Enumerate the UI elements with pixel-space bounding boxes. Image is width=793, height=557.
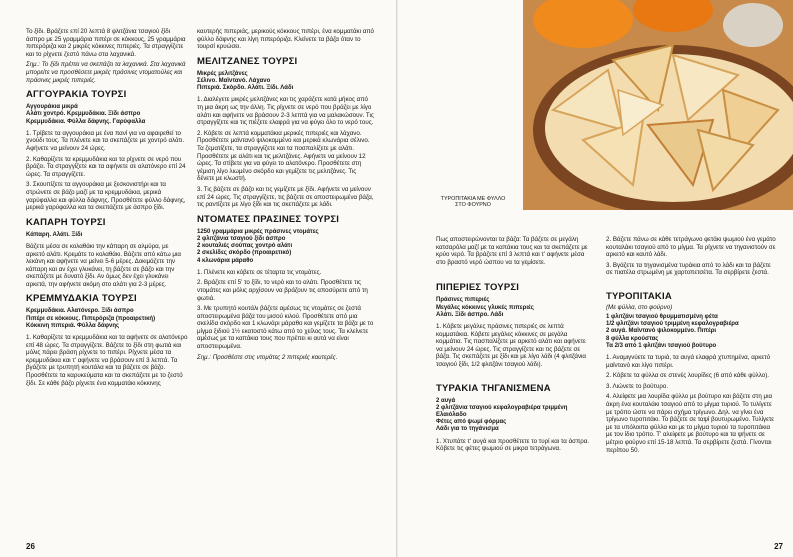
paragraph: 3. Λιώνετε το βούτυρο. (606, 382, 669, 390)
paragraph: καυτερής πιπεριάς, μερικούς κόκκους πιπέρι, ένα κομματάκι από φύλλο δάφνης και λίγη πιπερόριζα. Κλείνετε τα βάζα όταν το τουρσί κρυώσει. (197, 28, 374, 51)
paragraph: Το ξίδι. Βράζετε επί 20 λεπτά 8 φλιτζάνια τσαγιού ξίδι άσπρο με 25 γραμμάρια πιπέρι σε κόκκους, 25 γραμμάρια πιπερόριζα και 2 μικρές κόκκινες πιπεριές. Τα στραγγίζετε και το ρίχνετε ζεστό πάνω στα λαχανικά. (26, 28, 186, 58)
recipe-subtitle: (Με φύλλα, στο φούρνο) (606, 303, 673, 311)
ingredients: Πράσινες πιπεριές Μεγάλες κόκκινες γλυκές πιπεριές Αλάτι. Ξίδι άσπρο. Λάδι (436, 297, 534, 318)
page-number: 27 (774, 542, 783, 551)
paragraph: 2. Καθαρίζετε τα κρεμμυδάκια και τα ρίχνετε σε νερό που βράζει. Τα στραγγίζετε και τα αφήνετε σε αλατόνερο επί 24 ώρες. Τα στραγγίζετε. (26, 155, 186, 178)
paragraph: 1. Τρίβετε τα αγγουράκια με ένα πανί για να αφαιρεθεί το χνούδι τους. Τα πλένετε και τα σκεπάζετε με χοντρό αλάτι. Αφήνετε να μείνουν 24 ώρες. (26, 129, 185, 152)
paragraph: 2. Βάζετε πάνω σε κάθε τετράγωνο φετάκι ψωμιού ένα γεμάτο κουταλάκι τσαγιού από το μίγμα. Τα ρίχνετε να τηγανιστούν σε αρκετό και καυτό λάδι. (606, 236, 776, 259)
paragraph: 3. Σκουπίζετε τα αγγουράκια με ξεσκονιστήρι και τα στρώνετε σε βάζο μαζί με τα κρεμμυδάκια, μερικά γαρύφαλλα και φύλλα δάφνης. Προσθέτετε φύλλο δάφνης, μερικά γαρύφαλλα και τα σκεπάζετε με άσπρο ξίδι. (26, 181, 186, 212)
note: Σημ.: Προσθέστε στις ντομάτες 2 πιπεριές καυτερές. (197, 353, 338, 361)
recipe-title: ΜΕΛΙΤΖΑΝΕΣ ΤΟΥΡΣΙ (197, 55, 298, 67)
paragraph: 2. Κόβετε τα φύλλα σε στενές λουρίδες (6 από κάθε φύλλο). (606, 372, 769, 380)
paragraph: 4. Αλείφετε μια λουρίδα φύλλο με βούτυρο και βάζετε στη μια άκρη ένα κουταλάκι τσαγιού από το μίγμα τυριού. Το τυλίγετε με τρόπο ώστε να πάρει σχήμα τρίγωνο. Δηλ. να γίνει ένα τρίγωνο τυροπιτάκι. Το βάζετε σε ταψί βουτυρωμένο. Τυλίγετε με τα υπόλοιπα φύλλα και με το μίγμα τυριού τα τυροπιτάκια με τον ίδιο τρόπο. Τ' αλείφετε με βούτυρο και τα ψήνετε σε μέτριο φούρνο επί 15-18 λεπτά. Τα σερβίρετε ζεστά. Γίνονται περίπου 50. (606, 393, 775, 454)
left-column-2 (197, 28, 375, 364)
page-number: 26 (26, 542, 35, 551)
paragraph: 3. Με τρυπητό κουτάλι βάζετε αμέσως τις ντομάτες σε ζεστά αποστειρωμένα βάζα του μισού κιλού. Προσθέτετε από μια σκελίδα σκόρδο και 1 κλωνάρι μάραθο και γεμίζετε τα βάζα με το μίγμα ξιδιού 1½ εκατοστό κάτω από το χείλος τους. Τα κλείνετε αμέσως με τα καπάκια τους που πρέπει κι αυτά να είναι αποστειρωμένα. (197, 305, 374, 351)
paragraph: 2. Κόβετε σε λεπτά κομματάκια μερικές πιπεριές και λάχανο. Προσθέτετε μαϊντανό ψιλοκομμένο και μερικά κλωνάρια σέλινο. Τα ζεματίζετε, τα στραγγίζετε και τα ποσπαλίζετε με αλάτι. Προσθέτετε με αλάτι και τις μελιτζάνες. Αφήνετε να μείνουν 12 ώρες. Τα στίβετε για να φύγει το αλατόνερο. Προσθέτετε στη γέμιση λίγο λιωμένο σκόρδο και γεμίζετε τις μελιτζάνες. Τις δένετε με κλωστή. (197, 129, 370, 183)
photo-caption: ΤΥΡΟΠΙΤΑΚΙΑ ΜΕ ΦΥΛΛΟ ΣΤΟ ΦΟΥΡΝΟ (440, 196, 506, 209)
paragraph: Βάζετε μέσα σε κολαθάκι την κάπαρη σε αλμύρα, με αρκετό αλάτι. Κρεμάτε το κολαθάκι. Βάζετε από κάτω μια λεκάνη και αφήνετε να μείνει 5-6 μέρες. Δοκιμάζετε την κάπαρη και αν έχει γλυκάνει, τη βάζετε σε βάζο και την σκεπάζετε με δυνατό ξίδι. Αν όμως δεν έχει γλυκάνει αρκετά, την αφήνετε ακόμη στο αλάτι για 2-3 μέρες. (26, 242, 181, 288)
paragraph: 1. Πλένετε και κόβετε σε τέταρτα τις ντομάτες. (197, 268, 322, 276)
ingredients: Κάπαρη. Αλάτι. Ξίδι (26, 231, 83, 238)
ingredients: Κρεμμυδάκια. Αλατόνερο. Ξίδι άσπρο Πιπέρι σε κόκκους. Πιπερόριζα (προαιρετική) Κόκκινη πιπεριά. Φύλλα δάφνης (26, 308, 156, 329)
paragraph: 2. Βράζετε επί 5' το ξίδι, το νερό και το αλάτι. Προσθέτετε τις ντομάτες και μόλις αρχίσουν να βράζουν τις αποσύρετε από τη φωτιά. (197, 279, 368, 302)
paragraph: 1. Καθαρίζετε τα κρεμμυδάκια και τα αφήνετε σε αλατόνερο επί 48 ώρες. Τα στραγγίζετε. Βάζετε το ξίδι στη φωτιά και μόλις πάρει βράση ρίχνετε το πιπέρι. Ρίχνετε μέσα τα κρεμμυδάκια και τ' αφήνετε να βράσουν επί 3 λεπτά. Τα βγάζετε με τρυπητή κουτάλα και τα βάζετε σε βάζο. Προσθέτετε τα καρυκεύματα και τα σκεπάζετε με το ζεστό ξίδι. Σε κάθε βάζο ρίχνετε ένα κομματάκι κόκκινης (26, 334, 188, 387)
recipe-title: ΑΓΓΟΥΡΑΚΙΑ ΤΟΥΡΣΙ (26, 89, 127, 101)
cheese-pies-illustration (523, 0, 793, 210)
paragraph: 1. Αναμιγνύετε τα τυριά, τα αυγά ελαφρά χτυπημένα, αρκετό μαϊντανό και λίγο πιπέρι. (606, 353, 771, 369)
paragraph: 3. Βγάζετε τα τηγανισμένα τυράκια από το λάδι και τα βάζετε σε πιατέλα στρωμένη με χαρτοπετσέτα. Τα σερβίρετε ζεστά. (606, 261, 771, 277)
right-column-2 (606, 236, 778, 457)
recipe-title: ΠΙΠΕΡΙΕΣ ΤΟΥΡΣΙ (436, 282, 520, 294)
ingredients: Μικρές μελιτζάνες Σέλινο. Μαϊντανό. Λάχανο Πιπεριά. Σκόρδο. Αλάτι. Ξίδι. Λάδι (197, 70, 294, 92)
paragraph: 1. Κόβετε μεγάλες πράσινες πιπεριές σε λεπτά κομματάκια. Κόβετε μεγάλες κόκκινες σε μεγάλα κομμάτια. Τις πασπαλίζετε με αρκετό αλάτι και αφήνετε να μείνουν 24 ώρες. Τις στραγγίζετε και τις βάζετε σε βάζα. Τις σκεπάζετε με ξίδι και με λίγο λάδι (4 φλιτζάνια τσαγιού ξίδι, 1/2 φλιτζάνι τσαγιού λάδι). (436, 322, 586, 368)
food-photo (523, 0, 793, 210)
right-column-1 (436, 236, 594, 456)
recipe-title: ΝΤΟΜΑΤΕΣ ΠΡΑΣΙΝΕΣ ΤΟΥΡΣΙ (197, 213, 340, 225)
ingredients: Αγγουράκια μικρά Αλάτι χοντρό. Κρεμμυδάκια. Ξίδι άσπρο Κρεμμυδάκια. Φύλλα δάφνης. Γαρύφαλλα (26, 104, 146, 125)
ingredients: 2 αυγά 2 φλιτζάνια τσαγιού κεφαλογραβιέρα τριμμένη Ελαιόλαδο Φέτες από ψωμί φόρμας Λάδι για το τηγάνισμα (436, 397, 568, 433)
ingredients: 1 φλιτζάνι τσαγιού θρυμματισμένη φέτα 1/2 φλιτζάνι τσαγιού τριμμένη κεφαλογραβιέρα 2 αυγά. Μαϊντανό ψιλοκομμένο. Πιπέρι 8 φύλλα κρούστας Τα 2/3 από 1 φλιτζάνι τσαγιού βούτυρο (606, 313, 739, 349)
recipe-title: ΤΥΡΑΚΙΑ ΤΗΓΑΝΙΣΜΕΝΑ (436, 382, 551, 394)
recipe-title: ΤΥΡΟΠΙΤΑΚΙΑ (606, 290, 672, 302)
paragraph: 1. Χτυπάτε τ' αυγά και προσθέτετε το τυρί και τα άσπρα. Κόβετε τις φέτες ψωμιού σε μικρα τετράγωνα. (436, 437, 590, 453)
right-page (398, 0, 793, 557)
paragraph: Πως αποστειρώνονται τα βάζα: Τα βάζετε σε μεγάλη κατσαρόλα μαζί με τα καπάκια τους και τα σκεπάζετε με κρύο νερό. Τα βράζετε επί 3 λεπτά και τ' αφήνετε μέσα στο βραστό νερό ώσπου να τα γεμίσετε. (436, 236, 588, 266)
recipe-title: ΚΡΕΜΜΥΔΑΚΙΑ ΤΟΥΡΣΙ (26, 293, 137, 305)
note: Σημ.: Το ξίδι πρέπει να σκεπάζει τα λαχανικά. Στα λαχανικά μπορείτε να προσθέσετε μικρές πράσινες ντοματούλες και πράσινες μικρές πιπεριές. (26, 61, 186, 84)
paragraph: 1. Διαλέγετε μικρές μελιτζάνες και τις χαράζετε κατά μήκος από τη μια άκρη ως την άλλη. Τις ρίχνετε σε νερό που βράζει με λίγο αλάτι και αφήνετε να βράσουν 2-3 λεπτά για να μαλακώσουν. Τις στραγγίζετε και τις πιέζετε ελαφρά για να φύγει όλο το νερό τους. (197, 96, 374, 127)
paragraph: 3. Τις βάζετε σε βάζο και τις γεμίζετε με ξίδι. Αφήνετε να μείνουν επί 24 ώρες. Τις στραγγίζετε, τις βάζετε σε αποστειρωμένα βάζα, τις ραντίζετε με λίγο ξίδι και τις σκεπάζετε με λάδι. (197, 185, 374, 209)
ingredients: 1250 γραμμάρια μικρές πράσινες ντομάτες 2 φλιτζάνια τσαγιού ξίδι άσπρο 2 κουταλιές σούπας χοντρό αλάτι 2 σκελίδες σκόρδο (προαιρετικό) 4 κλωνάρια μάραθο (197, 228, 319, 264)
left-column-1 (26, 28, 188, 390)
recipe-title: ΚΑΠΑΡΗ ΤΟΥΡΣΙ (26, 216, 106, 228)
